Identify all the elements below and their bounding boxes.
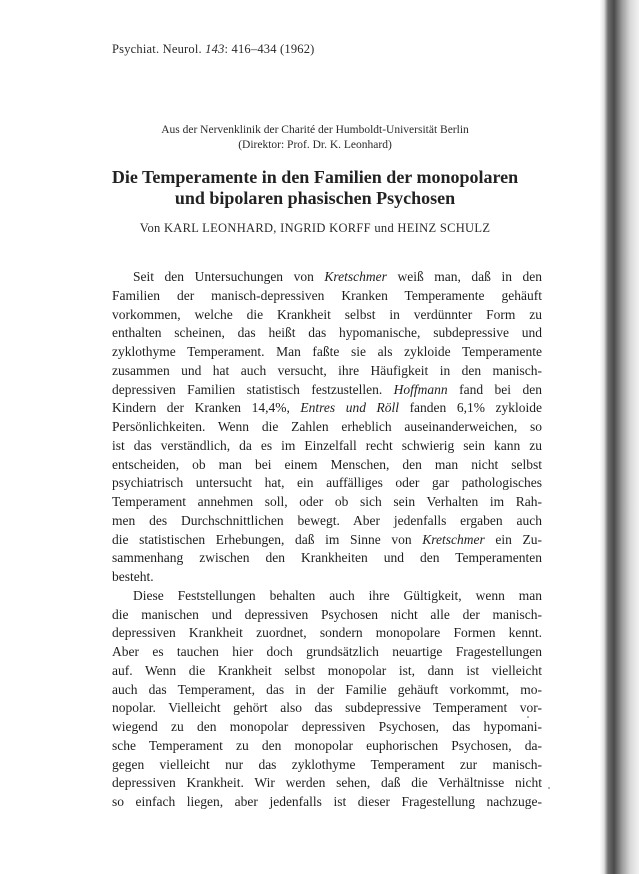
paper-title-line-1: Die Temperamente in den Familien der monopolaren bbox=[111, 167, 519, 187]
body-text-run: enthalten scheinen, das heißt das hypomanische, subdepressive und bbox=[112, 325, 542, 341]
body-text-run: Temperament annehmen soll, oder ob sich sein Verhalten im Rah- bbox=[112, 494, 542, 509]
body-line bbox=[112, 793, 542, 812]
body-line bbox=[112, 549, 542, 568]
scan-speck bbox=[548, 787, 550, 789]
body-italic-name: Kretschmer bbox=[422, 531, 485, 547]
citation-volume: 143 bbox=[205, 42, 225, 56]
body-text-run: vorkommen, welche die Krankheit selbst in verdünnter Form zu bbox=[112, 306, 542, 322]
body-text-run: depressiven Krankheit zuordnet, sondern monopolare Formen kennt. bbox=[112, 625, 542, 641]
body-text-run: fanden 6,1% zykloide bbox=[399, 400, 543, 416]
body-text-run: ist das verständlich, da es im Einzelfall recht schwierig sein kann zu bbox=[112, 437, 542, 453]
body-line bbox=[112, 737, 542, 756]
scan-page-edge bbox=[600, 0, 639, 874]
body-text-run: entscheiden, ob man bei einem Menschen, den man nicht selbst bbox=[112, 456, 542, 472]
body-text bbox=[112, 268, 542, 812]
body-line bbox=[112, 437, 542, 456]
body-text-run: depressiven Familien statistisch festzustellen. bbox=[112, 381, 394, 397]
body-line bbox=[112, 756, 542, 775]
body-line bbox=[112, 643, 542, 662]
body-text-run: weiß man, daß in den bbox=[386, 269, 542, 284]
body-line bbox=[112, 399, 542, 418]
author-line: Von KARL LEONHARD, INGRID KORFF und HEINZ SCHULZ bbox=[139, 221, 491, 235]
body-text-run: gegen vielleicht nur das zyklothyme Temperament zur manisch- bbox=[112, 756, 542, 772]
body-text-run: psychiatrisch untersucht hat, ein auffälliges oder gar pathologisches bbox=[112, 475, 542, 491]
body-text-run: ein Zu- bbox=[484, 531, 542, 547]
body-text-run: depressiven Krankheit. Wir werden sehen, daß die Verhältnisse nicht bbox=[112, 775, 542, 791]
scan-speck bbox=[527, 716, 529, 718]
body-line bbox=[112, 624, 542, 643]
body-line bbox=[112, 362, 542, 381]
body-text-run: sammenhang zwischen den Krankheiten und den Temperamenten bbox=[112, 550, 542, 566]
body-line bbox=[112, 418, 542, 437]
body-line bbox=[112, 662, 542, 681]
body-text-run: Seit den Untersuchungen von bbox=[133, 269, 325, 284]
body-line bbox=[112, 681, 542, 700]
body-line bbox=[112, 493, 542, 512]
body-text-run: Familien der manisch-depressiven Kranken Temperamente gehäuft bbox=[112, 287, 542, 303]
citation-prefix: Psychiat. Neurol. bbox=[112, 42, 206, 56]
body-text-run: men des Durchschnittlichen bewegt. Aber jedenfalls ergaben auch bbox=[112, 512, 542, 528]
journal-citation bbox=[112, 42, 315, 57]
body-text-run: auch das Temperament, das in der Familie gehäuft vorkommt, mo- bbox=[112, 681, 542, 697]
body-line bbox=[112, 306, 542, 325]
body-text-run: sche Temperament zu den monopolar euphorischen Psychosen, da- bbox=[112, 737, 542, 753]
body-line bbox=[112, 531, 542, 550]
body-text-run: Aber es tauchen hier doch grundsätzlich neuartige Fragestellungen bbox=[112, 644, 542, 659]
body-italic-name: Hoffmann bbox=[393, 381, 448, 397]
body-text-run: die manischen und depressiven Psychosen nicht alle der manisch- bbox=[112, 606, 542, 622]
body-line bbox=[112, 324, 542, 343]
body-text-run: Diese Feststellungen behalten auch ihre Gültigkeit, wenn man bbox=[133, 587, 542, 603]
body-text-run: nopolar. Vielleicht gehört also das subdepressive Temperament vor- bbox=[112, 700, 542, 716]
body-text-run: besteht. bbox=[112, 569, 154, 584]
body-line bbox=[112, 268, 542, 287]
body-line bbox=[112, 774, 542, 793]
affiliation-line-1: Aus der Nervenklinik der Charité der Humboldt-Universität Berlin bbox=[161, 124, 469, 136]
body-text-run: zusammen und hat auch versucht, ihre Häufigkeit in den manisch- bbox=[112, 362, 542, 378]
body-line bbox=[112, 287, 542, 306]
affiliation-line-2: (Direktor: Prof. Dr. K. Leonhard) bbox=[238, 139, 392, 151]
body-line bbox=[112, 718, 542, 737]
body-line bbox=[112, 568, 542, 587]
body-text-run: wiegend zu den monopolar depressiven Psychosen, das hypomani- bbox=[112, 719, 542, 734]
body-text-run: Persönlichkeiten. Wenn die Zahlen erheblich auseinanderweichen, so bbox=[112, 419, 542, 434]
body-italic-name: Kretschmer bbox=[324, 269, 387, 284]
body-line bbox=[112, 606, 542, 625]
body-line bbox=[112, 587, 542, 606]
body-text-run: Kindern der Kranken 14,4%, bbox=[112, 400, 301, 416]
body-line bbox=[112, 474, 542, 493]
body-line bbox=[112, 456, 542, 475]
body-line bbox=[112, 512, 542, 531]
body-line bbox=[112, 381, 542, 400]
body-line bbox=[112, 699, 542, 718]
paper-title-line-2: und bipolaren phasischen Psychosen bbox=[174, 188, 456, 208]
body-text-run: so einfach liegen, aber jedenfalls ist dieser Fragestellung nachzuge- bbox=[112, 794, 542, 809]
body-italic-name: Entres und Röll bbox=[300, 400, 400, 416]
body-line bbox=[112, 343, 542, 362]
citation-suffix: : 416–434 (1962) bbox=[224, 42, 315, 56]
body-text-run: fand bei den bbox=[447, 381, 542, 397]
body-text-run: zyklothyme Temperament. Man faßte sie als zykloide Temperamente bbox=[112, 344, 542, 359]
body-text-run: auf. Wenn die Krankheit selbst monopolar ist, dann ist vielleicht bbox=[112, 662, 542, 678]
body-text-run: die statistischen Erhebungen, daß im Sinne von bbox=[112, 531, 423, 547]
